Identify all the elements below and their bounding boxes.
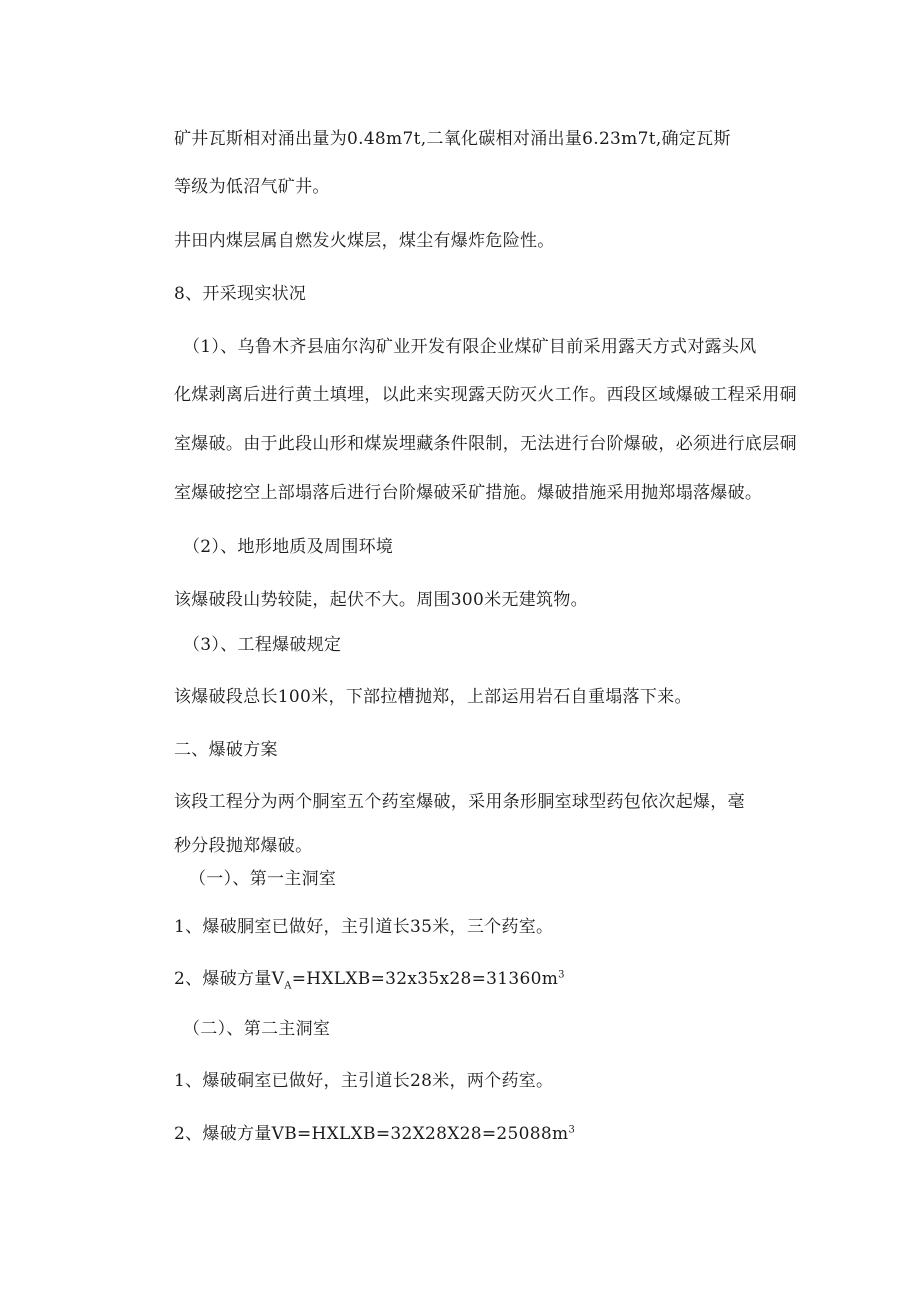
paragraph-gas-emission-line1: 矿井瓦斯相对涌出量为0.48m7t,二氧化碳相对涌出量6.23m7t,确定瓦斯 bbox=[174, 129, 731, 149]
paragraph-terrain: 该爆破段山势较陡，起伏不大。周围300米无建筑物。 bbox=[174, 590, 588, 610]
subheading-second-chamber: （二）、第二主洞室 bbox=[183, 1019, 331, 1039]
paragraph-mining-line4: 室爆破挖空上部塌落后进行台阶爆破采矿措施。爆破措施采用抛郑塌落爆破。 bbox=[174, 483, 763, 503]
formula-b-prefix: 2、爆破方量VB=HXLXB=32X28X28=25088m bbox=[174, 1124, 569, 1144]
paragraph-plan-line1: 该段工程分为两个胴室五个药室爆破，采用条形胴室球型药包依次起爆，毫 bbox=[174, 792, 745, 812]
paragraph-blasting-length: 该爆破段总长100米，下部拉槽抛郑，上部运用岩石自重塌落下来。 bbox=[174, 687, 692, 707]
section-heading-mining-status: 8、开采现实状况 bbox=[174, 284, 307, 304]
formula-a-body: =HXLXB=32x35x28=31360m bbox=[291, 969, 559, 989]
paragraph-mining-line3: 室爆破。由于此段山形和煤炭埋藏条件限制，无法进行台阶爆破，必须进行底层硐 bbox=[174, 434, 797, 454]
subheading-terrain: （2）、地形地质及周围环境 bbox=[183, 537, 394, 557]
paragraph-mining-line2: 化煤剥离后进行黄土填埋，以此来实现露天防灭火工作。西段区域爆破工程采用硐 bbox=[174, 385, 797, 405]
paragraph-first-chamber-ready: 1、爆破胴室已做好，主引道长35米，三个药室。 bbox=[174, 917, 554, 937]
formula-a-subscript: A bbox=[284, 980, 292, 992]
paragraph-plan-line2: 秒分段抛郑爆破。 bbox=[174, 836, 313, 856]
section-heading-blasting-plan: 二、爆破方案 bbox=[174, 740, 278, 760]
paragraph-gas-emission-line2: 等级为低沼气矿井。 bbox=[174, 177, 330, 197]
paragraph-second-chamber-ready: 1、爆破硐室已做好，主引道长28米，两个药室。 bbox=[174, 1071, 554, 1091]
formula-volume-b bbox=[174, 1110, 804, 1158]
subheading-first-chamber: （一）、第一主洞室 bbox=[189, 869, 337, 889]
formula-b-superscript: 3 bbox=[568, 1124, 576, 1136]
subheading-blasting-rules: （3）、工程爆破规定 bbox=[183, 635, 342, 655]
paragraph-mining-line1: （1）、乌鲁木齐县庙尔沟矿业开发有限企业煤矿目前采用露天方式对露头风 bbox=[183, 337, 757, 357]
paragraph-coal-seam: 井田内煤层属自燃发火煤层，煤尘有爆炸危险性。 bbox=[174, 231, 555, 251]
formula-a-superscript: 3 bbox=[558, 969, 565, 981]
formula-volume-a bbox=[174, 955, 804, 1003]
formula-a-prefix: 2、爆破方量V bbox=[174, 969, 285, 989]
